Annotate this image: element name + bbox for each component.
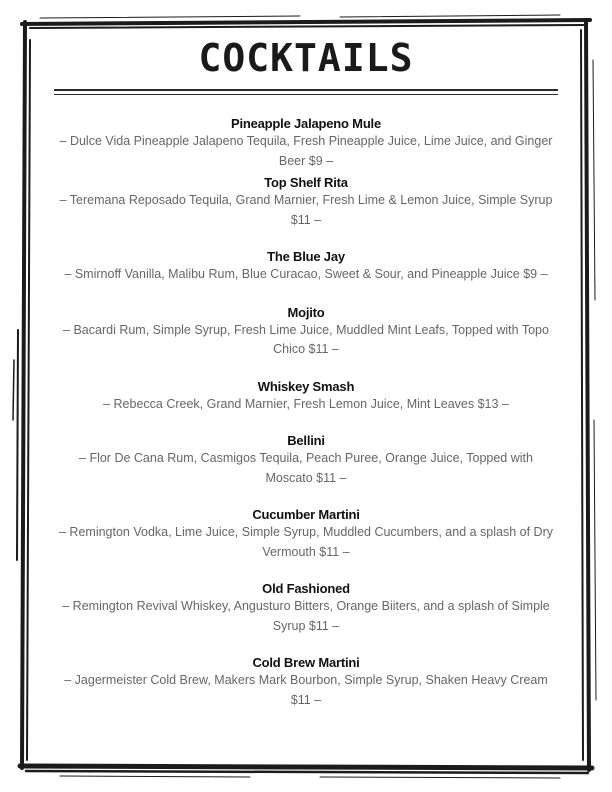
menu-item xyxy=(58,580,554,636)
title-rule-thin xyxy=(54,94,558,95)
item-description: – Teremana Reposado Tequila, Grand Marnier, Fresh Lime & Lemon Juice, Simple Syrup $11 – xyxy=(59,193,553,227)
item-description: – Remington Vodka, Lime Juice, Simple Syrup, Muddled Cucumbers, and a splash of Dry Vermouth $11 – xyxy=(59,525,553,559)
item-name: Top Shelf Rita xyxy=(264,175,348,190)
item-description: – Jagermeister Cold Brew, Makers Mark Bourbon, Simple Syrup, Shaken Heavy Cream $11 – xyxy=(64,673,548,707)
item-name: Cold Brew Martini xyxy=(252,655,360,670)
cocktail-list xyxy=(58,115,554,710)
menu-title: COCKTAILS xyxy=(198,36,414,80)
item-description: – Rebecca Creek, Grand Marnier, Fresh Lemon Juice, Mint Leaves $13 – xyxy=(103,396,509,411)
item-name: Cucumber Martini xyxy=(252,507,360,522)
menu-item xyxy=(58,174,554,230)
item-name: Mojito xyxy=(287,304,325,320)
item-name: Old Fashioned xyxy=(262,581,350,596)
item-name: Pineapple Jalapeno Mule xyxy=(231,116,381,131)
menu-item xyxy=(58,432,554,488)
item-description: – Flor De Cana Rum, Casmigos Tequila, Peach Puree, Orange Juice, Topped with Moscato $11 – xyxy=(79,451,533,485)
item-name: Whiskey Smash xyxy=(257,378,355,394)
menu-item xyxy=(58,248,554,285)
item-description: – Dulce Vida Pineapple Jalapeno Tequila, Fresh Pineapple Juice, Lime Juice, and Ginger Beer $9 – xyxy=(59,134,553,168)
item-description: – Smirnoff Vanilla, Malibu Rum, Blue Curacao, Sweet & Sour, and Pineapple Juice $9 – xyxy=(64,267,548,281)
item-description: – Remington Revival Whiskey, Angusturo Bitters, Orange Biiters, and a splash of Simple Syrup $11 – xyxy=(62,599,550,633)
menu-item xyxy=(58,304,554,360)
menu-item xyxy=(58,506,554,562)
item-description: – Bacardi Rum, Simple Syrup, Fresh Lime Juice, Muddled Mint Leafs, Topped with Topo Chico $11 – xyxy=(63,322,549,356)
item-name: The Blue Jay xyxy=(267,249,345,264)
title-rule-thick xyxy=(54,89,558,91)
menu-item xyxy=(58,378,554,415)
item-name: Bellini xyxy=(287,433,325,448)
menu-item xyxy=(58,654,554,710)
menu-item xyxy=(58,115,554,171)
